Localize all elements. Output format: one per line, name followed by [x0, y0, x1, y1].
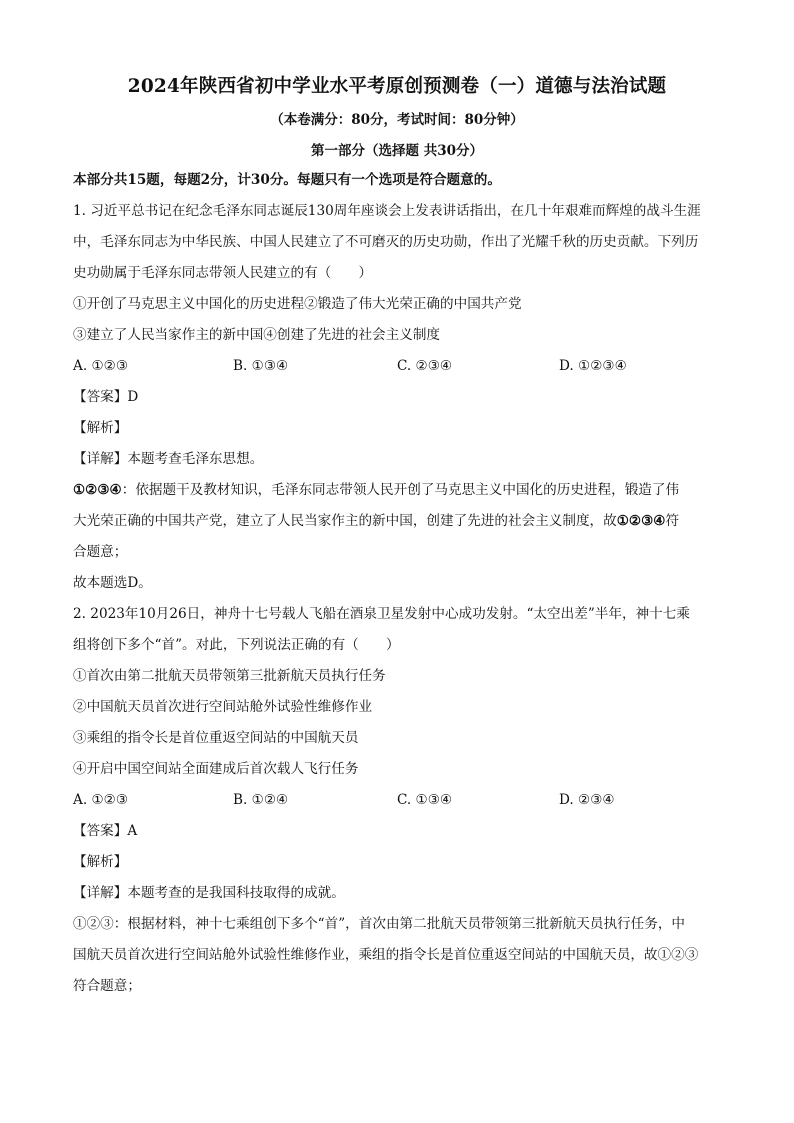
- q2-explanation-line-3: 符合题意；: [73, 978, 141, 994]
- q1-expl-text-2c: 符: [665, 513, 680, 529]
- q2-option-c: C. ①③④: [397, 792, 453, 808]
- q1-explanation-line-2: [73, 511, 723, 531]
- q1-answer: 【答案】D: [73, 389, 139, 405]
- q1-stem-line-1: 1. 习近平总书记在纪念毛泽东同志诞辰130周年座谈会上发表讲话指出，在几十年艰难而辉煌的战斗生涯: [73, 203, 701, 219]
- instructions: 本部分共15题，每题2分，计30分。每题只有一个选项是符合题意的。: [73, 172, 501, 188]
- q2-option-b: B. ①②④: [233, 792, 289, 808]
- q1-stem-line-3: 史功勋属于毛泽东同志带领人民建立的有（ ）: [73, 265, 373, 281]
- q1-conclusion: 故本题选D。: [73, 575, 152, 591]
- exam-info: （本卷满分：80分，考试时间：80分钟）: [270, 112, 524, 128]
- q2-stem-line-2: 组将创下多个“首”。对此，下列说法正确的有（ ）: [73, 637, 400, 653]
- q1-stem-line-2: 中，毛泽东同志为中华民族、中国人民建立了不可磨灭的历史功勋，作出了光耀千秋的历史贡献。下列历: [73, 234, 699, 250]
- q1-explanation-line-1: [73, 480, 723, 500]
- q1-expl-text-1: ：依据题干及教材知识，毛泽东同志带领人民开创了马克思主义中国化的历史进程，锻造了伟: [121, 482, 680, 498]
- q2-item-4: ④开启中国空间站全面建成后首次载人飞行任务: [73, 761, 359, 777]
- q1-items-line-2: ③建立了人民当家作主的新中国④创建了先进的社会主义制度: [73, 327, 441, 343]
- q2-item-1: ①首次由第二批航天员带领第三批新航天员执行任务: [73, 668, 386, 684]
- q2-detail: 【详解】本题考查的是我国科技取得的成就。: [73, 885, 345, 901]
- q1-items-line-1: ①开创了马克思主义中国化的历史进程②锻造了伟大光荣正确的中国共产党: [73, 296, 522, 312]
- q2-option-d: D. ②③④: [559, 792, 615, 808]
- q2-item-2: ②中国航天员首次进行空间站舱外试验性维修作业: [73, 699, 373, 715]
- part-heading: 第一部分（选择题 共30分）: [311, 143, 483, 159]
- q1-option-a: A. ①②③: [73, 358, 129, 374]
- q1-option-c: C. ②③④: [397, 358, 453, 374]
- q2-explanation-line-1: ①②③：根据材料，神十七乘组创下多个“首”，首次由第二批航天员带领第三批新航天员执行任务，中: [73, 916, 686, 932]
- q2-answer: 【答案】A: [73, 823, 138, 839]
- page-title: 2024年陕西省初中学业水平考原创预测卷（一）道德与法治试题: [127, 76, 667, 97]
- q1-option-d: D. ①②③④: [559, 358, 627, 374]
- q2-stem-line-1: 2. 2023年10月26日，神舟十七号载人飞船在酒泉卫星发射中心成功发射。“太空出差”半年，神十七乘: [73, 606, 690, 622]
- q1-expl-text-2a: 大光荣正确的中国共产党，建立了人民当家作主的新中国，创建了先进的社会主义制度，故: [73, 513, 617, 529]
- q2-analysis-label: 【解析】: [73, 854, 128, 870]
- q1-detail: 【详解】本题考查毛泽东思想。: [73, 451, 264, 467]
- q1-expl-text-2b: ①②③④: [616, 513, 666, 529]
- q2-explanation-line-2: 国航天员首次进行空间站舱外试验性维修作业，乘组的指令长是首位重返空间站的中国航天员，故①②③: [73, 947, 699, 963]
- q1-option-b: B. ①③④: [233, 358, 289, 374]
- q1-expl-lead: ①②③④: [73, 482, 122, 498]
- q1-analysis-label: 【解析】: [73, 420, 128, 436]
- q1-explanation-line-3: 合题意；: [73, 544, 128, 560]
- q2-option-a: A. ①②③: [73, 792, 129, 808]
- q2-item-3: ③乘组的指令长是首位重返空间站的中国航天员: [73, 730, 359, 746]
